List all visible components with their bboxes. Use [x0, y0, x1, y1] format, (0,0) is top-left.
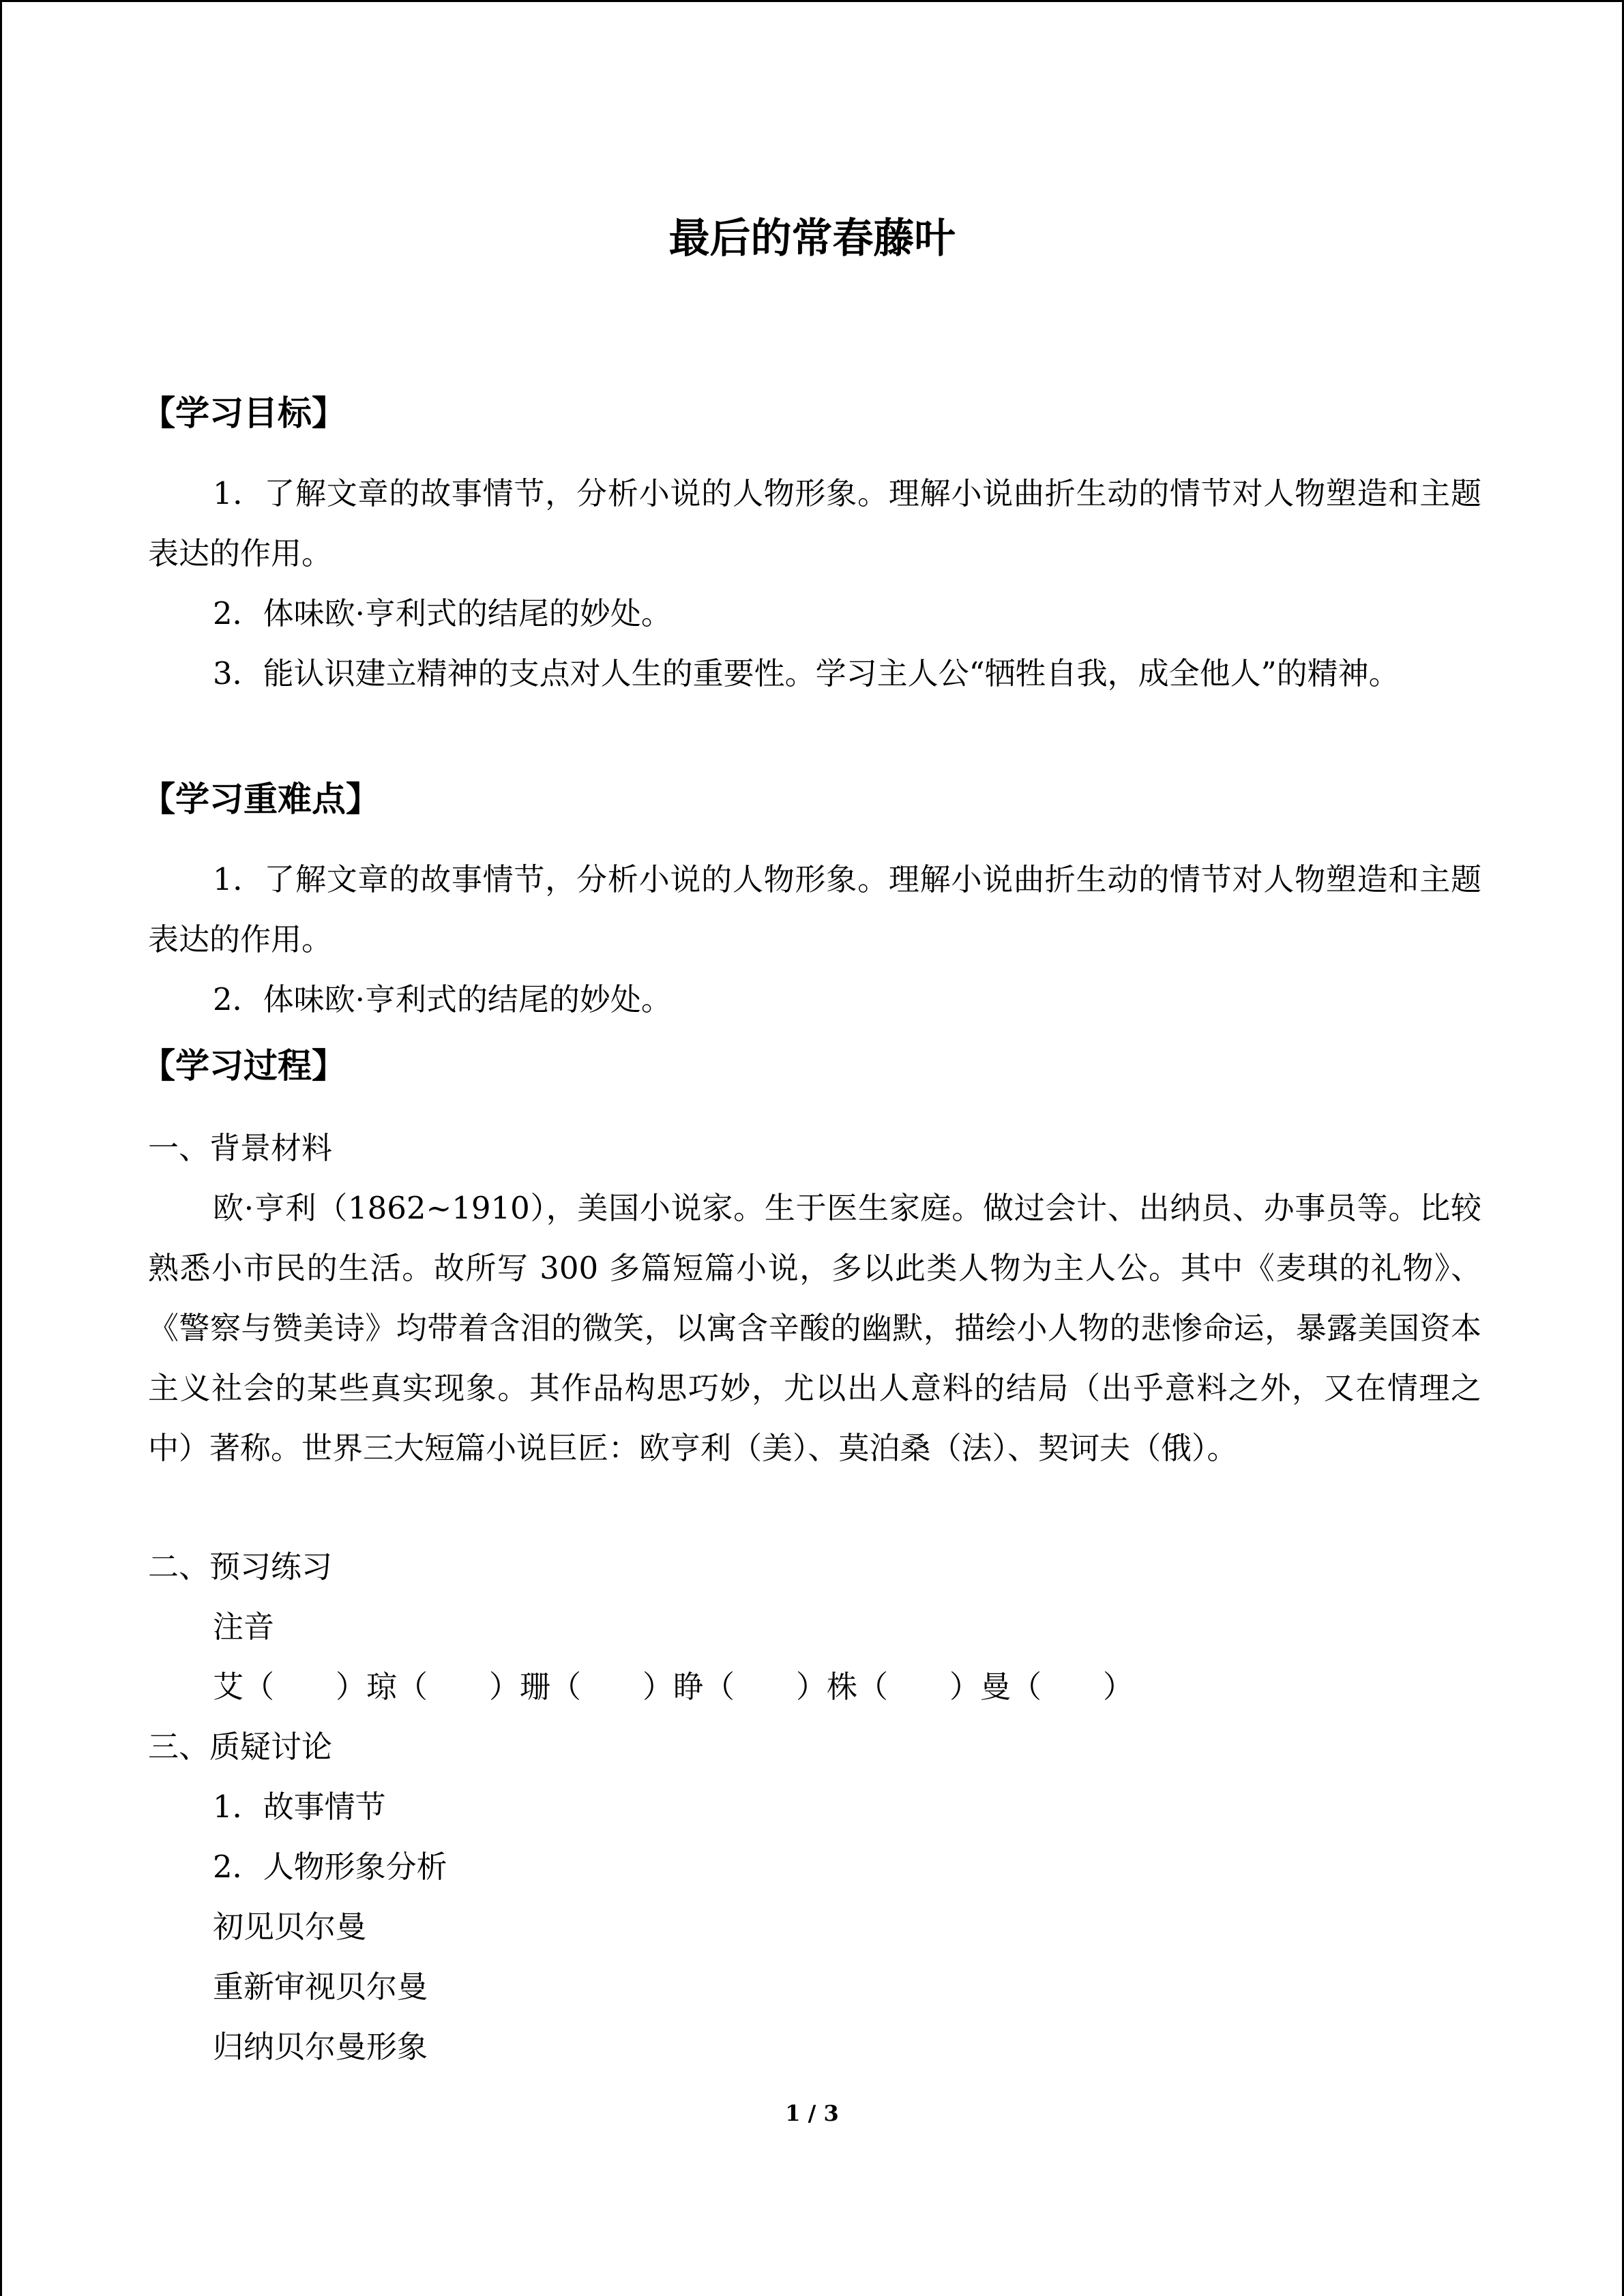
discussion-item: 初见贝尔曼 — [213, 1909, 367, 1945]
background-title: 一、背景材料 — [148, 1130, 333, 1166]
heading-key-points: 【学习重难点】 — [141, 779, 380, 819]
key-point-item-2: 2．体味欧·亨利式的结尾的妙处。 — [213, 981, 672, 1017]
zhuyin-label: 注音 — [213, 1609, 275, 1645]
discussion-item: 1．故事情节 — [213, 1789, 386, 1825]
key-point-item-1: 1．了解文章的故事情节，分析小说的人物形象。理解小说曲折生动的情节对人物塑造和主题表达的作用。 — [148, 861, 1481, 957]
heading-process: 【学习过程】 — [141, 1045, 346, 1086]
background-text: 欧·亨利（1862~1910），美国小说家。生于医生家庭。做过会计、出纳员、办事员等。比较熟悉小市民的生活。故所写 300 多篇短篇小说，多以此类人物为主人公。其中《麦琪的礼物》、《警察与赞美诗》均带着含泪的微笑，以寓含辛酸的幽默，描绘小人物的悲惨命运，暴露美国资本主义社会的某些真实现象。其作品构思巧妙，尤以出人意料的结局（出乎意料之外，又在情理之中）著称。世界三大短篇小说巨匠：欧亨利（美）、莫泊桑（法）、契诃夫（俄）。 — [148, 1190, 1481, 1466]
preview-title: 二、预习练习 — [148, 1549, 333, 1585]
discussion-item: 归纳贝尔曼形象 — [213, 2029, 428, 2065]
page-number: 1 / 3 — [785, 2100, 839, 2126]
objective-item-2: 2．体味欧·亨利式的结尾的妙处。 — [213, 595, 672, 631]
discussion-title: 三、质疑讨论 — [148, 1729, 333, 1765]
zhuyin-exercise-row: 艾（ ）琼（ ）珊（ ）睁（ ）株（ ）曼（ ） — [213, 1669, 1134, 1705]
objective-item-3: 3．能认识建立精神的支点对人生的重要性。学习主人公“牺牲自我，成全他人”的精神。 — [213, 655, 1400, 691]
objective-item-1: 1．了解文章的故事情节，分析小说的人物形象。理解小说曲折生动的情节对人物塑造和主题表达的作用。 — [148, 475, 1481, 571]
discussion-item: 2．人物形象分析 — [213, 1849, 447, 1885]
heading-objectives: 【学习目标】 — [141, 393, 346, 433]
page-title: 最后的常春藤叶 — [668, 215, 956, 263]
discussion-item: 重新审视贝尔曼 — [213, 1969, 428, 2005]
